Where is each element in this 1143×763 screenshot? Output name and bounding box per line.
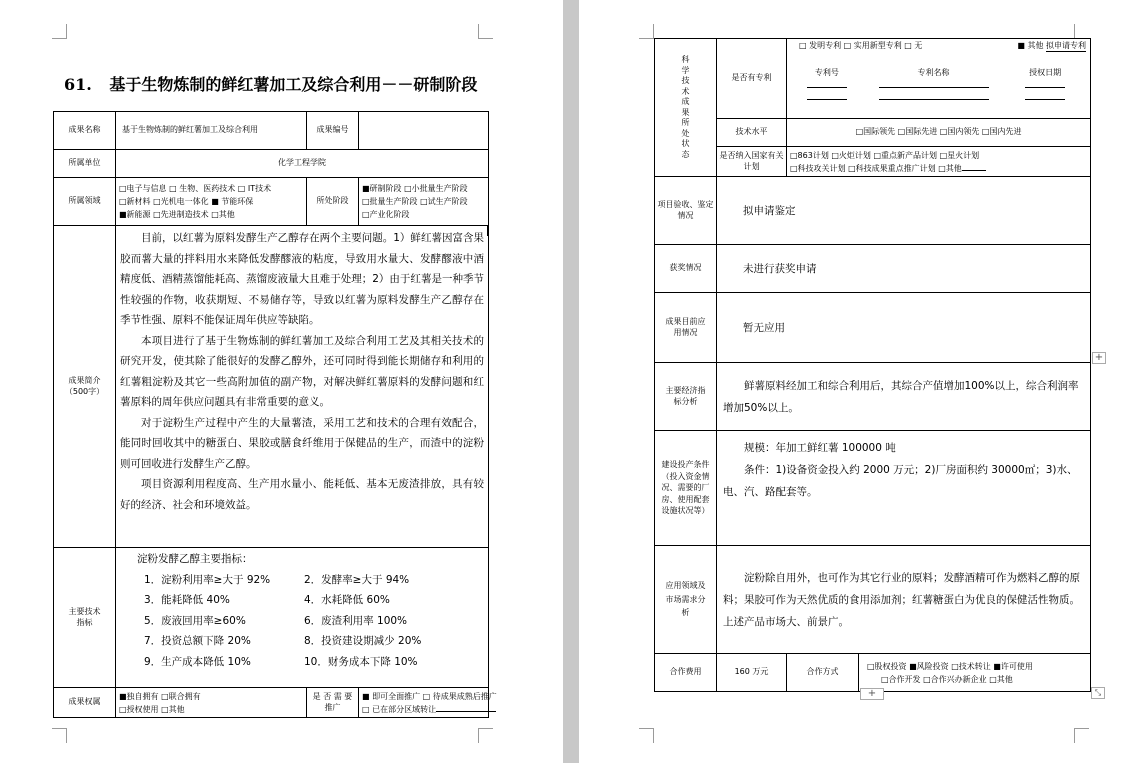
rights-label: 成果权属 <box>54 688 116 718</box>
level-label: 技术水平 <box>717 119 787 147</box>
name-label: 成果名称 <box>54 112 116 150</box>
metric-row <box>124 652 488 673</box>
field-option-line: ■新能源 □先进制造技术 □其他 <box>119 210 235 219</box>
fill-blank <box>962 162 986 171</box>
patent-headers <box>791 68 1086 103</box>
summary-paragraph: 目前，以红薯为原料发酵生产乙醇存在两个主要问题。1）鲜红薯因富含果胶而薯大量的拌料用水来降低发酵醪液的粘度，导致用水量大、发酵醪液中酒精度低、酒精蒸馏能耗高、蒸馏废液量大且难于处理；2）由于红薯是一种季节性较强的作物，收获期短、不易储存等，导致以红薯为原料发酵生产乙醇存在季节性强、原料不能保证周年供应等缺陷。 <box>120 232 484 326</box>
econ-label-text: 主要经济指标分析 <box>665 386 706 406</box>
left-page <box>0 0 563 763</box>
promo-option-line <box>362 703 485 716</box>
summary-paragraph: 项目资源利用程度高、生产用水量小、能耗低、基本无废渣排放，具有较好的经济、社会和环境效益。 <box>120 478 484 511</box>
fill-blank <box>807 79 847 88</box>
promo-options <box>359 688 497 718</box>
econ-value: 鲜薯原料经加工和综合利用后，其综合产值增加100%以上，综合利润率增加50%以上。 <box>717 363 1091 431</box>
patent-header-cell <box>1015 68 1075 103</box>
rights-option-line: □授权使用 □其他 <box>119 704 185 714</box>
status-table <box>654 38 1091 692</box>
stage-option-line: ■研制阶段 □小批量生产阶段 <box>362 184 468 193</box>
plan-label: 是否纳入国家有关计划 <box>717 147 787 177</box>
metric-row <box>124 611 488 632</box>
metric-row <box>124 570 488 591</box>
level-options: □国际领先 □国际先进 □国内领先 □国内先进 <box>787 119 1091 147</box>
app-label <box>655 293 717 363</box>
invest-scale: 规模：年加工鲜红薯 100000 吨 <box>744 442 896 454</box>
market-label <box>655 546 717 654</box>
market-label-text: 应用领域及市场需求分析 <box>665 581 706 618</box>
check-label: 项目验收、鉴定情况 <box>655 177 717 245</box>
number-label: 成果编号 <box>307 112 359 150</box>
coop-mode-line: □合作开发 □合作兴办新企业 □其他 <box>881 674 1013 684</box>
crop-mark <box>639 24 654 39</box>
metric-row <box>124 631 488 652</box>
coop-mode-label: 合作方式 <box>787 654 859 692</box>
patent-header-cell <box>874 68 994 103</box>
achievement-table <box>53 111 497 718</box>
award-label: 获奖情况 <box>655 245 717 293</box>
tech-label-text: 主要技术指标 <box>68 607 101 627</box>
stage-option-line: □批量生产阶段 □试生产阶段 <box>362 197 468 206</box>
metric-item: 2．发酵率≥大于 94% <box>304 573 410 586</box>
fill-blank <box>879 79 989 88</box>
metric-item: 10．财务成本下降 10% <box>304 655 418 668</box>
coop-mode-line: □股权投资 ■风险投资 □技术转让 ■许可使用 <box>867 661 1033 671</box>
field-option-line: □新材料 □光机电一体化 ■ 节能环保 <box>119 197 254 206</box>
page-title <box>64 72 477 95</box>
title-text: 基于生物炼制的鲜红薯加工及综合利用－－研制阶段 <box>109 75 478 94</box>
summary-label-cell <box>54 226 116 548</box>
plan-option-text: □科技攻关计划 □科技成果重点推广计划 □其他 <box>790 163 962 173</box>
app-value: 暂无应用 <box>717 293 1091 363</box>
promo-label-text: 是 否 需 要推广 <box>312 692 353 712</box>
promo-option-line: ■ 即可全面推广 □ 待成果成熟后推广 <box>362 691 497 701</box>
patent-label: 是否有专利 <box>717 39 787 119</box>
metric-item: 5．废液回用率≥60% <box>144 614 246 627</box>
coop-mode-options <box>859 654 1091 692</box>
patent-header: 专利名称 <box>917 68 950 78</box>
fill-blank <box>807 91 847 100</box>
plan-options <box>787 147 1091 177</box>
metric-item: 7．投资总额下降 20% <box>144 635 251 647</box>
crop-mark <box>478 728 493 743</box>
stage-options <box>359 178 489 226</box>
metric-item: 1．淀粉利用率≥大于 92% <box>144 573 271 586</box>
summary-paragraph: 对于淀粉生产过程中产生的大量薯渣，采用工艺和技术的合理有效配合，能同时回收其中的糖蛋白、果胶或膳食纤维用于保健品的生产，而渣中的淀粉则可回收进行发酵生产乙醇。 <box>120 416 484 470</box>
field-option-line: □电子与信息 □ 生物、医药技术 □ IT技术 <box>119 184 272 193</box>
fill-blank <box>436 703 496 712</box>
crop-mark <box>1074 24 1089 39</box>
crop-mark <box>1074 728 1089 743</box>
patent-other-label: ■ 其他 <box>1017 41 1044 50</box>
number-value <box>359 112 489 150</box>
name-value: 基于生物炼制的鲜红薯加工及综合利用 <box>116 112 307 150</box>
invest-value <box>717 431 1091 546</box>
unit-value: 化学工程学院 <box>116 150 489 178</box>
metric-item: 4．水耗降低 60% <box>304 594 390 606</box>
title-number: 61. <box>64 75 92 94</box>
tech-metrics <box>116 548 489 688</box>
field-options <box>116 178 307 226</box>
app-label-text: 成果目前应用情况 <box>665 317 706 337</box>
right-page <box>579 0 1143 763</box>
econ-label <box>655 363 717 431</box>
field-label: 所属领域 <box>54 178 116 226</box>
fill-blank <box>1025 79 1065 88</box>
stage-label: 所处阶段 <box>307 178 359 226</box>
state-label-cell <box>655 39 717 177</box>
fill-blank <box>1025 91 1065 100</box>
metric-item: 6．废渣利用率 100% <box>304 614 408 627</box>
state-label: 科学技术成果所处状态 <box>681 55 690 159</box>
invest-label: 建设投产条件 <box>661 460 710 470</box>
summary-sublabel: （500字） <box>64 386 105 396</box>
metric-item: 8．投资建设期减少 20% <box>304 635 422 647</box>
crop-mark <box>639 728 654 743</box>
crop-mark <box>478 24 493 39</box>
rights-option-line: ■独自拥有 □联合拥有 <box>119 691 201 701</box>
table-resize-icon[interactable]: ⤡ <box>1091 687 1105 699</box>
rights-options <box>116 688 307 718</box>
stage-option-line: □产业化阶段 <box>362 210 410 219</box>
metric-item: 9．生产成本降低 10% <box>144 655 251 668</box>
patent-header-cell <box>802 68 852 103</box>
patent-header: 专利号 <box>814 68 839 78</box>
fill-blank <box>879 91 989 100</box>
check-value: 拟申请鉴定 <box>717 177 1091 245</box>
add-column-icon[interactable]: + <box>1092 352 1106 364</box>
unit-label: 所属单位 <box>54 150 116 178</box>
metric-row <box>124 590 488 611</box>
promo-option-text: □ 已在部分区域转让 <box>362 704 437 714</box>
tech-label <box>54 548 116 688</box>
coop-fee-value: 160 万元 <box>717 654 787 692</box>
invest-sublabel: （投入资金情况、需要的厂房、使用配套设施状况等） <box>661 471 710 516</box>
invest-conditions: 条件：1)设备资金投入约 2000 万元；2)厂房面积约 30000㎡；3)水、电、汽、路配套等。 <box>723 464 1078 498</box>
patent-other-value: 拟申请专利 <box>1046 41 1086 52</box>
invest-label-cell <box>655 431 717 546</box>
coop-fee-label: 合作费用 <box>655 654 717 692</box>
add-row-icon[interactable]: + <box>860 688 884 700</box>
summary-paragraph: 本项目进行了基于生物炼制的鲜红薯加工及综合利用工艺及其相关技术的研究开发，使其除了能很好的发酵乙醇外，还可同时得到能长期储存和利用的红薯粗淀粉及其它一些高附加值的副产物，对解决鲜红薯原料的发酵问题和红薯原料的周年供应问题具有非常重要的意义。 <box>120 334 484 408</box>
patent-header: 授权日期 <box>1029 68 1062 78</box>
plan-option-line <box>790 162 1087 175</box>
patent-other <box>1017 41 1086 52</box>
crop-mark <box>52 728 67 743</box>
market-value: 淀粉除自用外，也可作为其它行业的原料；发酵酒精可作为燃料乙醇的原料；果胶可作为天然优质的食用添加剂；红薯糖蛋白为优良的保健活性物质。上述产品市场大、前景广。 <box>717 546 1091 654</box>
page-gap <box>563 0 579 763</box>
patent-cell <box>787 39 1091 119</box>
patent-options <box>791 41 1086 52</box>
patent-type-options: □ 发明专利 □ 实用新型专利 □ 无 <box>799 41 923 50</box>
metric-item: 3．能耗降低 40% <box>144 594 230 606</box>
plan-option-line: □863计划 □火炬计划 □重点新产品计划 □星火计划 <box>790 150 980 160</box>
summary-label: 成果简介 <box>68 376 101 386</box>
tech-intro: 淀粉发酵乙醇主要指标： <box>137 553 253 565</box>
promo-label <box>307 688 359 718</box>
summary-text <box>116 226 489 548</box>
text-cursor <box>487 226 489 236</box>
crop-mark <box>52 24 67 39</box>
award-value: 未进行获奖申请 <box>717 245 1091 293</box>
